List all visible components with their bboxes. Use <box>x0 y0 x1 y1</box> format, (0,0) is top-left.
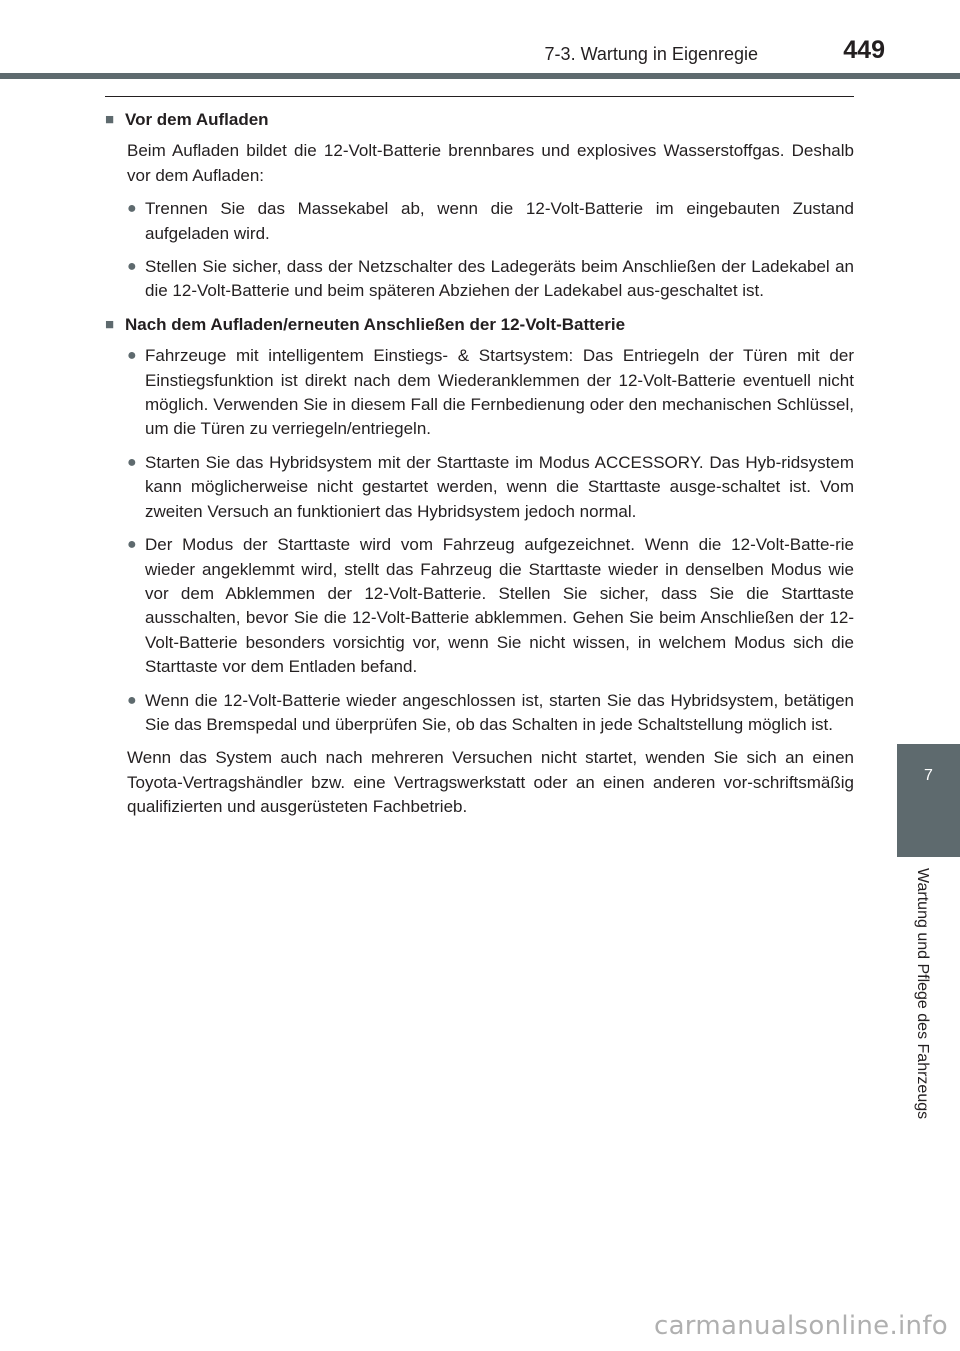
closing-paragraph: Wenn das System auch nach mehreren Versuchen nicht startet, wenden Sie sich an einen Toyota-Vertragshändler bzw. eine Vertragswerkstatt oder an einen anderen vor-schriftsmäßig qualifizierten und ausgerüsteten Fachbetrieb. <box>127 748 854 817</box>
circle-bullet-icon: ● <box>127 691 137 709</box>
circle-bullet-icon: ● <box>127 347 137 365</box>
section-heading-text: Nach dem Aufladen/erneuten Anschließen der 12-Volt-Batterie <box>125 314 626 334</box>
list-item-text: Fahrzeuge mit intelligentem Einstiegs- & Startsystem: Das Entriegeln der Türen mit der Einstiegsfunktion ist direkt nach dem Wiederanklemmen der 12-Volt-Batterie eventuell nicht möglich. Verwenden Sie in diesem Fall die Fernbedienung oder den mechanischen Schlüssel, um die Türen zu verriegeln/entriegeln. <box>145 346 854 439</box>
header-divider <box>0 73 960 79</box>
list-item <box>105 255 854 304</box>
circle-bullet-icon: ● <box>127 453 137 471</box>
list-item-text: Trennen Sie das Massekabel ab, wenn die 12-Volt-Batterie im eingebauten Zustand aufgeladen wird. <box>145 199 854 243</box>
page-number: 449 <box>843 36 885 64</box>
page-header <box>0 0 960 82</box>
list-item <box>105 533 854 679</box>
section-heading <box>105 313 854 337</box>
section-heading <box>105 108 854 132</box>
list-item-text: Starten Sie das Hybridsystem mit der Starttaste im Modus ACCESSORY. Das Hyb-ridsystem kann möglicherweise nicht gestartet werden, wenn die Starttaste ausge-schaltet ist. Vom zweiten Versuch an funktioniert das Hybridsystem jedoch normal. <box>145 452 854 521</box>
square-bullet-icon: ■ <box>105 315 115 333</box>
paragraph: Beim Aufladen bildet die 12-Volt-Batterie brennbares und explosives Wasserstoffgas. Deshalb vor dem Aufladen: <box>127 141 854 185</box>
chapter-number: 7 <box>924 767 933 784</box>
content-top-rule <box>105 96 854 97</box>
list-item <box>105 451 854 524</box>
circle-bullet-icon: ● <box>127 258 137 276</box>
section-heading-text: Vor dem Aufladen <box>125 110 269 129</box>
list-item <box>105 344 854 442</box>
list-item <box>105 197 854 246</box>
list-item-text: Der Modus der Starttaste wird vom Fahrzeug aufgezeichnet. Wenn die 12-Volt-Batte-rie wieder angeklemmt wird, stellt das Fahrzeug die Starttaste wieder in denselben Modus wie vor dem Abklemmen der 12-Volt-Batterie. Stellen Sie sicher, dass Sie die Starttaste ausschalten, bevor Sie die 12-Volt-Batterie abklemmen. Gehen Sie beim Anschließen der 12-Volt-Batterie besonders vorsichtig vor, wenn Sie nicht wissen, in welchem Modus sich die Starttaste vor dem Entladen befand. <box>145 535 854 677</box>
page-content <box>105 108 854 820</box>
section-title: 7-3. Wartung in Eigenregie <box>544 44 758 64</box>
circle-bullet-icon: ● <box>127 200 137 218</box>
list-item-text: Wenn die 12-Volt-Batterie wieder angeschlossen ist, starten Sie das Hybridsystem, betätigen Sie das Bremspedal und überprüfen Sie, ob das Schalten in jede Schaltstellung möglich ist. <box>145 690 854 734</box>
chapter-title: Wartung und Pflege des Fahrzeugs <box>914 868 931 1120</box>
list-item <box>105 689 854 738</box>
circle-bullet-icon: ● <box>127 536 137 554</box>
square-bullet-icon: ■ <box>105 111 115 128</box>
chapter-tab <box>897 744 960 857</box>
list-item-text: Stellen Sie sicher, dass der Netzschalter des Ladegeräts beim Anschließen der Ladekabel an die 12-Volt-Batterie und beim späteren Abziehen der Ladekabel aus-geschaltet ist. <box>145 257 854 301</box>
watermark: carmanualsonline.info <box>653 1311 948 1341</box>
